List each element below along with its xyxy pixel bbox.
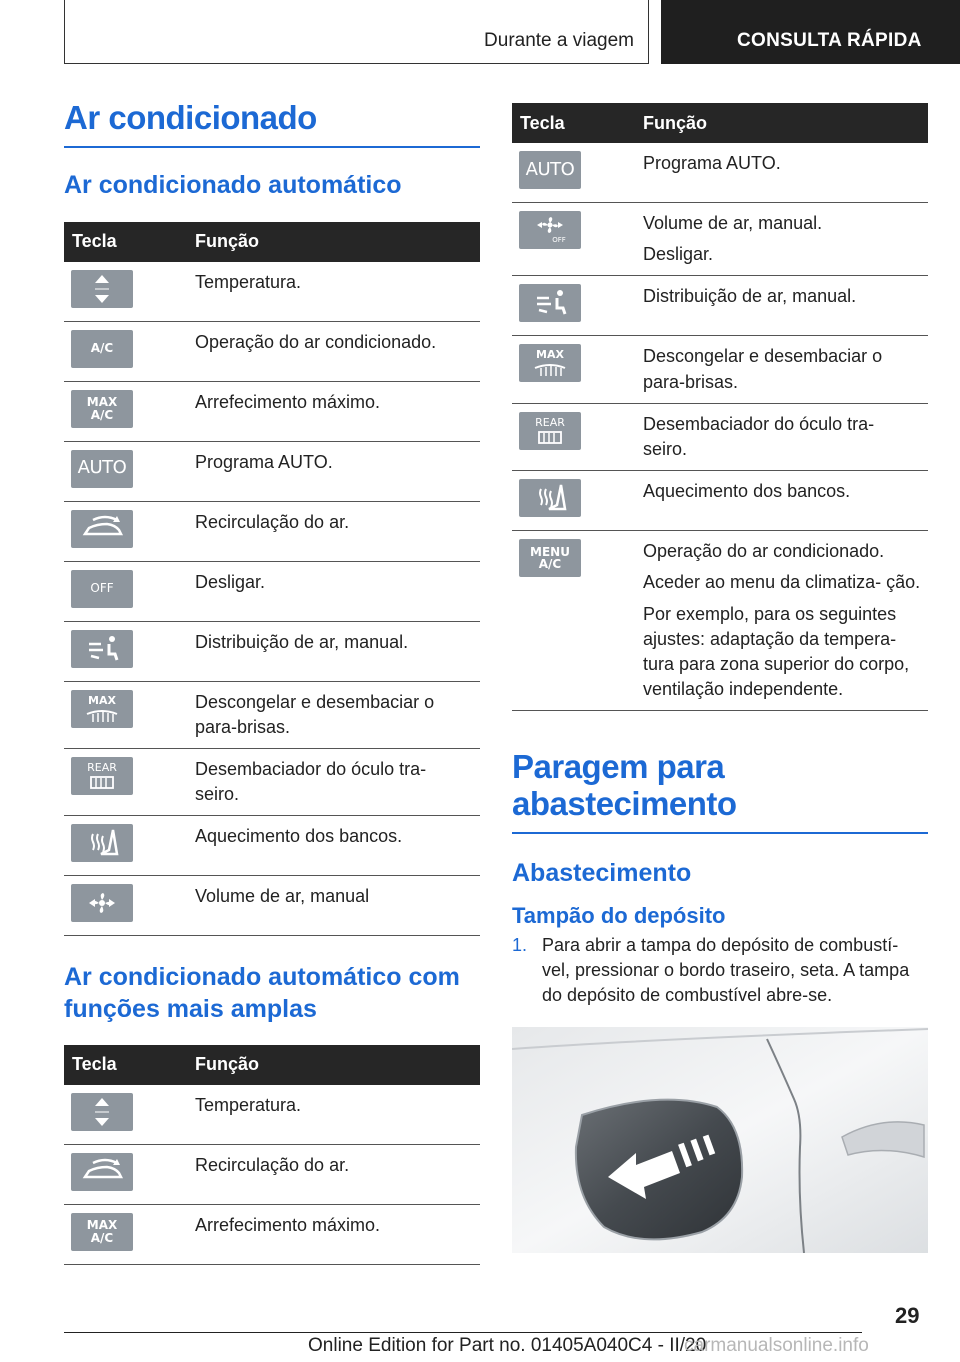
function-text: Descongelar e desembaciar o para-brisas. — [195, 691, 435, 737]
function-text: Arrefecimento máximo. — [195, 1214, 381, 1235]
left-column — [64, 100, 480, 1265]
table-row — [64, 381, 480, 441]
table-row — [64, 816, 480, 876]
function-cell — [181, 748, 480, 815]
key-cell — [64, 501, 181, 561]
table-row — [64, 1144, 480, 1204]
svg-text:MAX: MAX — [536, 348, 564, 362]
table-row — [64, 748, 480, 815]
key-table-auto-ac — [64, 222, 480, 937]
recirculation-icon — [71, 510, 133, 548]
section-heading-auto-ac: Ar condicionado automático — [64, 171, 402, 200]
key-table-continued — [512, 103, 928, 711]
key-cell — [512, 203, 629, 276]
function-text: Descongelar e desembaciar o para-brisas. — [643, 346, 883, 392]
function-text: Distribuição de ar, manual. — [643, 286, 857, 307]
function-cell — [629, 471, 928, 531]
function-cell — [629, 203, 928, 276]
function-cell — [181, 621, 480, 681]
table-row — [64, 501, 480, 561]
column-header-function: Função — [629, 103, 928, 143]
table-row — [64, 262, 480, 322]
function-text: Recirculação do ar. — [195, 511, 350, 532]
max-defrost-icon — [71, 690, 133, 728]
column-header-key: Tecla — [64, 1045, 181, 1085]
svg-text:REAR: REAR — [535, 415, 565, 429]
menu-ac-icon: MENU A/C — [519, 539, 581, 577]
recirculation-icon — [71, 1153, 133, 1191]
function-cell — [629, 336, 928, 403]
function-cell — [629, 403, 928, 470]
function-text: Aquecimento dos bancos. — [195, 826, 403, 847]
column-header-key: Tecla — [512, 103, 629, 143]
table-row — [512, 336, 928, 403]
function-cell — [181, 1144, 480, 1204]
function-cell — [181, 816, 480, 876]
fan-off-icon — [519, 211, 581, 249]
column-header-function: Função — [181, 1045, 480, 1085]
function-cell — [629, 276, 928, 336]
key-cell — [512, 276, 629, 336]
key-cell — [64, 441, 181, 501]
function-text: Temperatura. — [195, 271, 302, 292]
column-header-function: Função — [181, 222, 480, 262]
table-row — [512, 203, 928, 276]
key-cell — [64, 816, 181, 876]
key-cell — [64, 1085, 181, 1145]
function-cell — [181, 1085, 480, 1145]
header-chapter-box — [661, 0, 960, 64]
ac-icon: A/C — [71, 330, 133, 368]
key-cell — [512, 531, 629, 711]
svg-text:REAR: REAR — [87, 760, 117, 774]
function-cell — [181, 561, 480, 621]
function-text: Desligar. — [195, 571, 266, 592]
function-cell — [181, 321, 480, 381]
seat-heating-icon — [71, 824, 133, 862]
function-text: Temperatura. — [195, 1094, 302, 1115]
function-cell — [181, 681, 480, 748]
function-text: Aceder ao menu da climatiza- ção. — [643, 572, 921, 593]
function-text: Recirculação do ar. — [195, 1154, 350, 1175]
fan-icon — [71, 884, 133, 922]
function-cell — [629, 531, 928, 711]
max-ac-icon: MAX A/C — [71, 1213, 133, 1251]
table-row — [512, 403, 928, 470]
auto-icon: AUTO — [519, 151, 581, 189]
key-cell — [512, 143, 629, 203]
page-title: Ar condicionado — [64, 100, 480, 148]
function-cell — [181, 1204, 480, 1264]
function-text: Aquecimento dos bancos. — [643, 481, 851, 502]
air-distribution-icon — [519, 284, 581, 322]
function-cell — [181, 381, 480, 441]
function-text: Operação do ar condicionado. — [195, 331, 437, 352]
fuel-cap-heading: Tampão do depósito — [512, 903, 726, 929]
table-row — [512, 471, 928, 531]
key-cell — [512, 336, 629, 403]
key-table-extended-ac — [64, 1045, 480, 1265]
key-cell — [64, 748, 181, 815]
function-text: Distribuição de ar, manual. — [195, 631, 409, 652]
svg-text:OFF: OFF — [552, 236, 566, 244]
key-cell — [64, 381, 181, 441]
table-row — [512, 143, 928, 203]
key-cell — [64, 1204, 181, 1264]
key-cell — [512, 471, 629, 531]
step-number: 1. — [512, 935, 528, 956]
column-header-key: Tecla — [64, 222, 181, 262]
footer-edition: Online Edition for Part no. 01405A040C4 - II/20 — [308, 1335, 707, 1356]
key-cell — [64, 621, 181, 681]
function-text: Volume de ar, manual. — [643, 213, 823, 233]
key-cell — [64, 1144, 181, 1204]
temperature-arrows-icon — [71, 270, 133, 308]
function-text: Operação do ar condicionado. — [643, 541, 885, 562]
function-text: Desligar. — [643, 244, 714, 265]
table-row — [512, 531, 928, 711]
function-cell — [181, 262, 480, 322]
section-heading-extended-ac: Ar condicionado automático com funções mais amplas — [64, 963, 460, 1023]
table-row — [64, 1085, 480, 1145]
function-text: Arrefecimento máximo. — [195, 391, 381, 412]
function-text: Volume de ar, manual — [195, 886, 370, 907]
seat-heating-icon — [519, 479, 581, 517]
instruction-step — [512, 933, 928, 1009]
table-row — [64, 681, 480, 748]
auto-icon: AUTO — [71, 450, 133, 488]
step-text: Para abrir a tampa do depósito de combustí- vel, pressionar o bordo traseiro, seta. A tampa do depósito de combustível abre-se. — [542, 935, 910, 1006]
function-text: Programa AUTO. — [195, 451, 333, 472]
refuel-heading: Abastecimento — [512, 858, 692, 887]
table-row — [64, 621, 480, 681]
table-row — [64, 876, 480, 936]
key-cell — [64, 321, 181, 381]
table-row — [64, 441, 480, 501]
rear-defrost-icon — [71, 757, 133, 795]
table-row — [64, 561, 480, 621]
refuel-title: Paragem para abastecimento — [512, 749, 928, 834]
key-cell — [64, 876, 181, 936]
header-section-label: Durante a viagem — [484, 30, 634, 51]
max-defrost-icon — [519, 344, 581, 382]
page-number: 29 — [895, 1303, 920, 1328]
key-cell — [512, 403, 629, 470]
fuel-flap-photo — [512, 1027, 928, 1253]
function-text: Desembaciador do óculo tra- seiro. — [643, 413, 875, 459]
svg-text:MAX: MAX — [88, 693, 116, 707]
air-distribution-icon — [71, 630, 133, 668]
function-text: Desembaciador do óculo tra- seiro. — [195, 758, 427, 805]
key-cell — [64, 561, 181, 621]
key-cell — [64, 262, 181, 322]
table-row — [512, 276, 928, 336]
function-text: Por exemplo, para os seguintes ajustes: adaptação da tempera- tura para zona superior do corpo, ventilação independente. — [643, 603, 910, 700]
footer-watermark: carmanualsonline.info — [684, 1335, 869, 1356]
rear-defrost-icon — [519, 412, 581, 450]
header-section-box — [64, 0, 649, 64]
footer-divider — [64, 1332, 862, 1333]
function-cell — [181, 876, 480, 936]
function-cell — [629, 143, 928, 203]
right-column — [512, 103, 928, 1258]
key-cell — [64, 681, 181, 748]
header-chapter-label: CONSULTA RÁPIDA — [737, 30, 922, 51]
function-text: Programa AUTO. — [643, 153, 781, 173]
function-cell — [181, 441, 480, 501]
max-ac-icon: MAX A/C — [71, 390, 133, 428]
function-cell — [181, 501, 480, 561]
table-row — [64, 1204, 480, 1264]
off-icon: OFF — [71, 570, 133, 608]
table-row — [64, 321, 480, 381]
temperature-arrows-icon — [71, 1093, 133, 1131]
